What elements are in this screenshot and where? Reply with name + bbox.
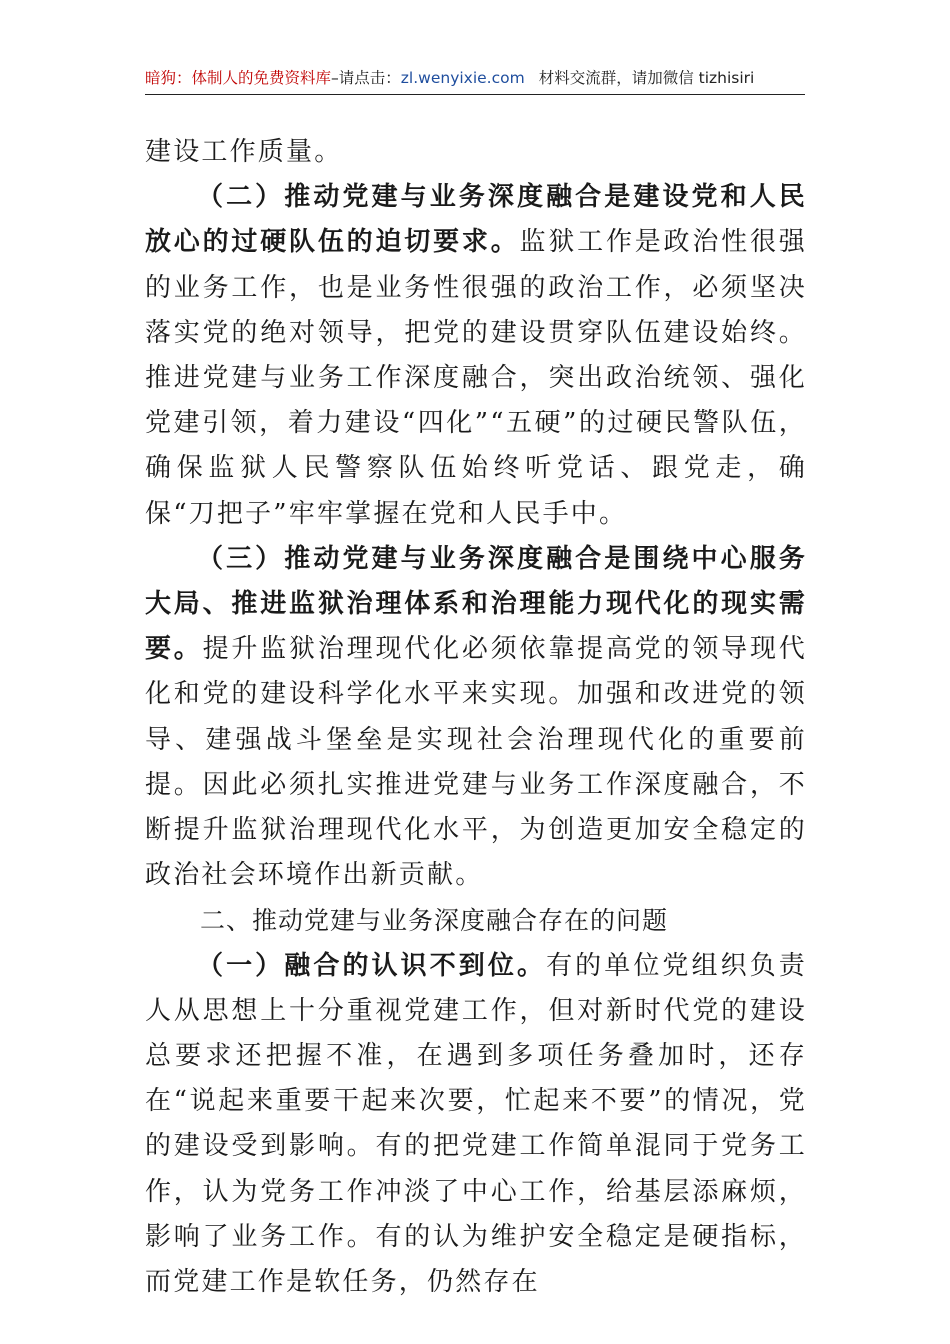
paragraph-text: 监狱工作是政治性很强的业务工作，也是业务性很强的政治工作，必须坚决落实党的绝对领导，把党的建设贯穿队伍建设始终。推进党建与业务工作深度融合，突出政治统领、强化党建引领，着力建设“四化”“五硬”的过硬民警队伍，确保监狱人民警察队伍始终听党话、跟党走，确保“刀把子”牢牢掌握在党和人民手中。 [145,227,807,529]
paragraph-text: 有的单位党组织负责人从思想上十分重视党建工作，但对新时代党的建设总要求还把握不准，在遇到多项任务叠加时，还存在“说起来重要干起来次要，忙起来不要”的情况，党的建设受到影响。有的把党建工作简单混同于党务工作，认为党务工作冲淡了中心工作，给基层添麻烦，影响了业务工作。有的认为维护安全稳定是硬指标，而党建工作是软任务，仍然存在 [145,950,807,1298]
paragraph-issue-1 [145,944,807,1306]
paragraph-continuation [145,130,807,175]
paragraph-section-2 [145,175,807,537]
paragraph-lead: （三）推动党建与业务深度融合是围绕中心服务大局、推进监狱治理体系和治理能力现代化的现实需要。 [145,543,807,665]
page-header [145,62,805,95]
paragraph-lead: （一）融合的认识不到位。 [197,950,547,981]
paragraph-text: 建设工作质量。 [145,137,343,167]
paragraph-lead: （二）推动党建与业务深度融合是建设党和人民放心的过硬队伍的迫切要求。 [145,182,807,258]
paragraph-text: 提升监狱治理现代化必须依靠提高党的领导现代化和党的建设科学化水平来实现。加强和改进党的领导、建强战斗堡垒是实现社会治理现代化的重要前提。因此必须扎实推进党建与业务工作深度融合，不断提升监狱治理现代化水平，为创造更加安全稳定的政治社会环境作出新贡献。 [145,634,807,891]
header-url-link[interactable]: zl.wenyixie.com [400,69,525,87]
paragraph-section-3 [145,537,807,899]
header-brand: 暗狗：体制人的免费资料库 [145,69,332,87]
document-body [145,130,807,1305]
section-heading: 二、推动党建与业务深度融合存在的问题 [200,906,669,936]
header-prompt: –请点击： [331,69,401,87]
header-contact: 材料交流群，请加微信 tizhisiri [538,69,755,87]
